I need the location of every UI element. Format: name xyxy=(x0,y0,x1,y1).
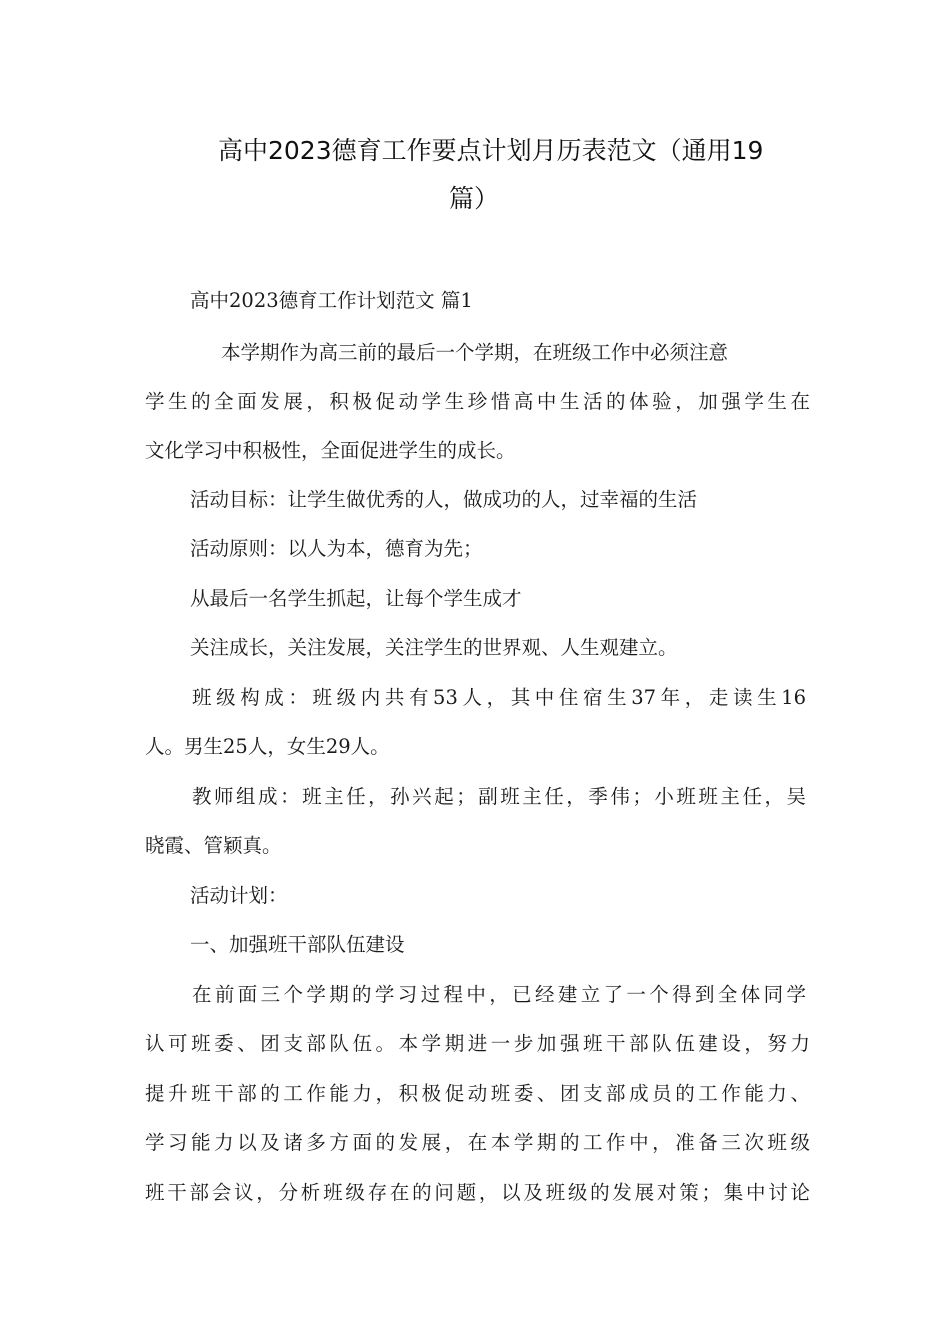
section-1-line-1: 在前面三个学期的学习过程中，已经建立了一个得到全体同学 xyxy=(192,983,806,1006)
principle-start: 从最后一名学生抓起，让每个学生成才 xyxy=(190,587,522,610)
document-title-line-1: 高中2023德育工作要点计划月历表范文（通用19 xyxy=(218,136,764,165)
principle-focus: 关注成长，关注发展，关注学生的世界观、人生观建立。 xyxy=(190,636,678,659)
section-heading: 高中2023德育工作计划范文 篇1 xyxy=(190,289,473,312)
paragraph-1-line-3: 文化学习中积极性，全面促进学生的成长。 xyxy=(145,439,516,462)
class-composition-line-1: 班级构成：班级内共有53人，其中住宿生37年，走读生16 xyxy=(192,686,806,709)
paragraph-1-line-1: 本学期作为高三前的最后一个学期，在班级工作中必须注意 xyxy=(221,341,729,364)
section-1-line-5: 班干部会议，分析班级存在的问题，以及班级的发展对策；集中讨论 xyxy=(145,1181,810,1204)
activity-plan-label: 活动计划： xyxy=(190,884,288,907)
teacher-composition-line-1: 教师组成：班主任，孙兴起；副班主任，季伟；小班班主任，吴 xyxy=(192,785,806,808)
paragraph-1-line-2: 学生的全面发展，积极促动学生珍惜高中生活的体验，加强学生在 xyxy=(145,390,810,413)
section-1-heading: 一、加强班干部队伍建设 xyxy=(190,933,405,956)
section-1-line-4: 学习能力以及诸多方面的发展，在本学期的工作中，准备三次班级 xyxy=(145,1131,810,1154)
section-1-line-3: 提升班干部的工作能力，积极促动班委、团支部成员的工作能力、 xyxy=(145,1082,810,1105)
teacher-composition-line-2: 晓霞、管颖真。 xyxy=(145,834,282,857)
activity-principle: 活动原则：以人为本，德育为先； xyxy=(190,537,483,560)
document-title-line-2: 篇） xyxy=(449,184,500,213)
section-1-line-2: 认可班委、团支部队伍。本学期进一步加强班干部队伍建设，努力 xyxy=(145,1032,810,1055)
activity-goal: 活动目标：让学生做优秀的人，做成功的人，过幸福的生活 xyxy=(190,488,698,511)
class-composition-line-2: 人。男生25人，女生29人。 xyxy=(145,735,390,758)
